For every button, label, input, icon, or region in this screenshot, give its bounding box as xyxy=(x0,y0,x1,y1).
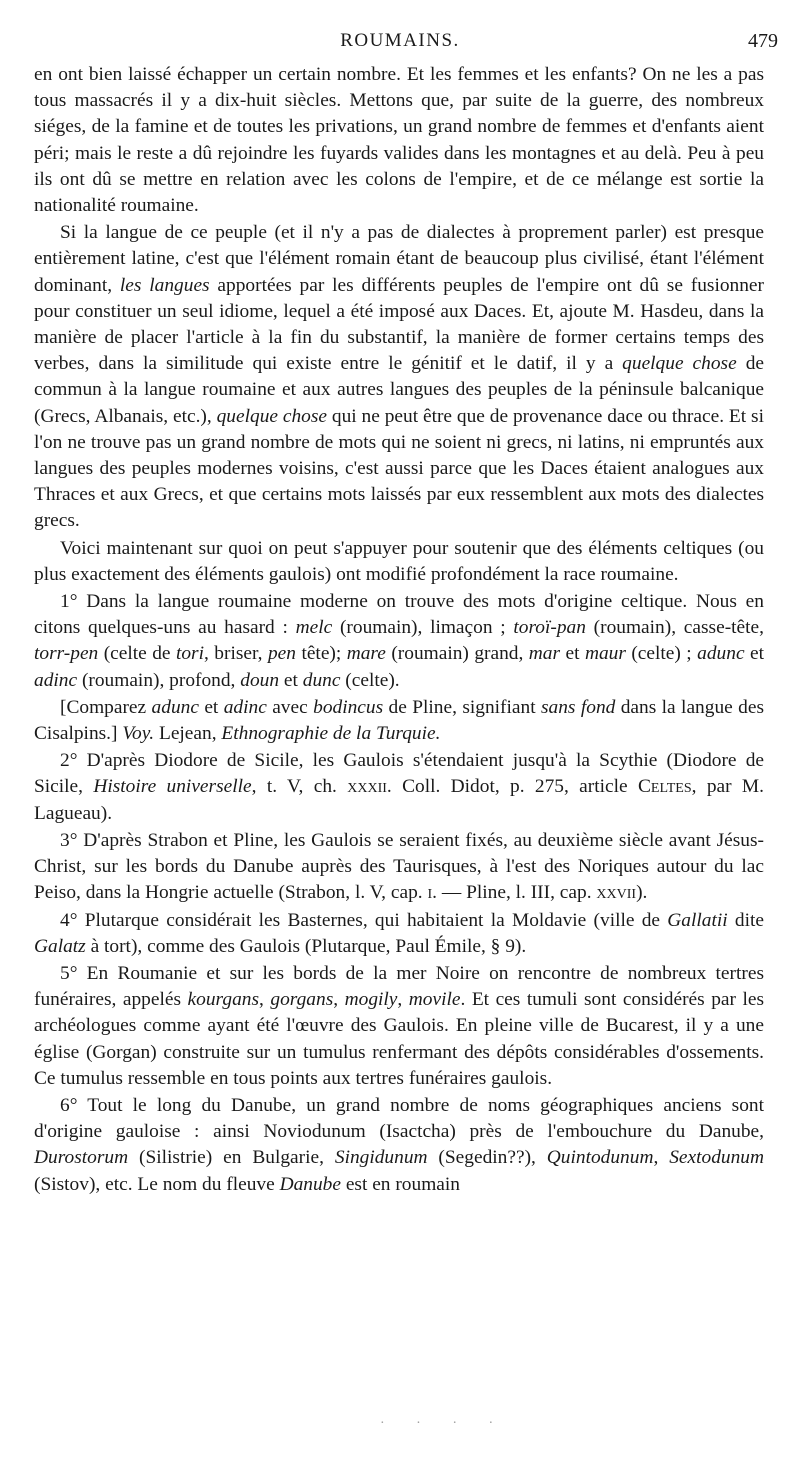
running-title: ROUMAINS. xyxy=(340,30,460,51)
paragraph-p5 xyxy=(34,695,764,747)
text-run: , xyxy=(397,989,409,1011)
text-run: (celte de xyxy=(98,643,176,665)
text-run: Lejean, xyxy=(154,723,222,745)
text-run: . — Pline, l. III, cap. xyxy=(432,882,597,904)
italic-run: adunc xyxy=(697,643,745,665)
text-run: tête); xyxy=(295,643,347,665)
text-run: (celte) ; xyxy=(625,643,698,665)
text-run: . Et ces tumuli sont considérés par les archéologues comme ayant été l'œuvre des Gaulois. En pleine ville de Bucarest, il y a une église (Gorgan) construite sur un tumulus renfermant des dépôts considérables d'ossements. Ce tumulus ressemble en tous points aux tertres funéraires gaulois. xyxy=(34,989,765,1089)
small-caps-run: xxvii xyxy=(596,882,637,904)
text-run: 1° Dans la langue roumaine moderne on trouve des mots d'origine celtique. Nous en citons quelques-uns au hasard : xyxy=(34,591,764,639)
text-run: , par M. Lagueau). xyxy=(34,776,765,824)
italic-run: quelque chose xyxy=(622,353,737,375)
italic-run: adinc xyxy=(34,669,78,691)
text-run: et xyxy=(279,669,303,691)
italic-run: melc xyxy=(295,617,333,639)
text-run: qui ne peut être que de provenance dace ou thrace. Et si l'on ne trouve pas un grand nombre de mots qui ne soient ni grecs, ni latins, ni empruntés aux langues des peuples modernes voisins, c'est aussi parce que les Daces étaient analogues aux Thraces et aux Grecs, et que certains mots laissés par eux ressemblent aux mots des dialectes grecs. xyxy=(34,405,764,532)
text-run: de Pline, signifiant xyxy=(383,696,541,718)
text-run: , xyxy=(653,1147,670,1169)
text-run: 2° D'après Diodore de Sicile, les Gaulois s'étendaient jusqu'à la Scythie (Diodore de Sicile, xyxy=(34,750,764,798)
text-run: (roumain) grand, xyxy=(385,643,529,665)
italic-run: Galatz xyxy=(34,935,86,957)
italic-run: Durostorum xyxy=(34,1147,129,1169)
printing-marks: · · · · xyxy=(380,1416,508,1431)
text-run: en ont bien laissé échapper un certain nombre. Et les femmes et les enfants? On ne les a pas tous massacrés il y a dix-huit siècles. Mettons que, par suite de la guerre, des nombreux siéges, de la famine et de toutes les privations, un grand nombre de femmes et d'enfants aient péri; mais le reste a dû rejoindre les fuyards valides dans les montagnes et au delà. Peu à peu ils ont dû se mettre en relation avec les colons de l'empire, et de ce mélange est sortie la nationalité roumaine. xyxy=(34,64,764,217)
italic-run: Voy. xyxy=(122,723,155,745)
italic-run: Danube xyxy=(279,1173,341,1195)
italic-run: Quintodunum xyxy=(546,1147,654,1169)
text-run: , xyxy=(259,989,271,1011)
italic-run: bodincus xyxy=(313,696,384,718)
text-run: à tort), comme des Gaulois (Plutarque, Paul Émile, § 9). xyxy=(85,935,527,957)
text-run: Voici maintenant sur quoi on peut s'appuyer pour soutenir que des éléments celtiques (ou plus exactement des éléments gaulois) ont modifié profondément la race roumaine. xyxy=(34,537,764,585)
page-number: 479 xyxy=(748,30,778,52)
italic-run: adunc xyxy=(151,696,199,718)
text-run: (Sistov), etc. Le nom du fleuve xyxy=(34,1173,280,1195)
paragraph-p4 xyxy=(34,589,764,694)
text-run: avec xyxy=(266,696,314,718)
text-run: (roumain), profond, xyxy=(77,669,241,691)
body-text xyxy=(34,62,764,1198)
paragraph-p2 xyxy=(34,220,764,534)
paragraph-p10 xyxy=(34,1093,764,1198)
text-run: , briser, xyxy=(204,643,268,665)
paragraph-p8 xyxy=(34,908,764,960)
italic-run: tori xyxy=(175,643,204,665)
italic-run: mogily xyxy=(344,989,398,1011)
text-run: . Coll. Didot, p. 275, article xyxy=(386,776,638,798)
italic-run: Histoire universelle xyxy=(93,776,252,798)
text-run: et xyxy=(560,643,585,665)
paragraph-p1 xyxy=(34,62,764,219)
running-header xyxy=(0,30,800,58)
small-caps-run: Celtes xyxy=(637,776,692,798)
small-caps-run: xxxii xyxy=(347,776,387,798)
text-run: Si la langue de ce peuple (et il n'y a pas de dialectes à proprement parler) est presque entièrement latine, c'est que l'élément romain étant de beaucoup plus civilisé, étant l'élément dominant, xyxy=(34,222,764,296)
italic-run: doun xyxy=(240,669,280,691)
text-run: 5° En Roumanie et sur les bords de la mer Noire on rencontre de nombreux tertres funéraires, appelés xyxy=(34,962,764,1011)
italic-run: quelque chose xyxy=(216,405,328,427)
text-run: apportées par les différents peuples de l'empire ont dû se fusionner pour constituer un seul idiome, lequel a été imposé aux Daces. Et, ajoute M. Hasdeu, dans la manière de placer l'article à la fin du substantif, la manière de former certains temps des verbes, dans la similitude qui existe entre le génitif et le datif, il y a xyxy=(34,274,764,375)
text-run: , xyxy=(333,989,345,1011)
italic-run: torr-pen xyxy=(34,643,99,665)
text-run: et xyxy=(198,696,224,718)
paragraph-p9 xyxy=(34,961,764,1092)
italic-run: Singidunum xyxy=(334,1147,428,1169)
text-run: (roumain), limaçon ; xyxy=(332,617,514,639)
text-run: et xyxy=(744,643,764,665)
text-run: 4° Plutarque considérait les Basternes, qui habitaient la Moldavie (ville de xyxy=(60,909,668,931)
text-run: dite xyxy=(727,909,764,931)
text-run: 6° Tout le long du Danube, un grand nombre de noms géographiques anciens sont d'origine gauloise : ainsi Noviodunum (Isactcha) près de l'embouchure du Danube, xyxy=(34,1094,764,1143)
italic-run: maur xyxy=(584,643,626,665)
text-run: de commun à la langue roumaine et aux autres langues des peuples de la péninsule balcanique (Grecs, Albanais, etc.), xyxy=(34,353,764,427)
italic-run: mare xyxy=(346,643,386,665)
italic-run: pen xyxy=(267,643,296,665)
italic-run: movile xyxy=(408,989,461,1011)
italic-run: les langues xyxy=(119,274,210,296)
italic-run: dunc xyxy=(302,669,341,691)
italic-run: gorgans xyxy=(270,989,334,1011)
italic-run: sans fond xyxy=(540,696,616,718)
text-run: 3° D'après Strabon et Pline, les Gaulois se seraient fixés, au deuxième siècle avant Jésus-Christ, sur les bords du Danube auprès des Taurisques, à l'est des Noriques autour du lac Peiso, dans la Hongrie actuelle (Strabon, l. V, cap. xyxy=(34,829,764,904)
text-run: (celte). xyxy=(340,669,400,691)
text-run: ). xyxy=(636,882,648,904)
paragraph-p6 xyxy=(34,748,764,827)
italic-run: Ethnographie de la Turquie. xyxy=(221,723,441,745)
italic-run: Gallatii xyxy=(667,909,728,931)
italic-run: Sextodunum xyxy=(669,1147,764,1169)
paragraph-p3 xyxy=(34,536,764,588)
text-run: (Segedin??), xyxy=(427,1147,547,1169)
text-run: [Comparez xyxy=(60,696,152,718)
italic-run: toroï-pan xyxy=(513,617,586,639)
text-run: est en roumain xyxy=(340,1173,460,1195)
italic-run: mar xyxy=(528,643,561,665)
italic-run: adinc xyxy=(223,696,267,718)
text-run: (Silistrie) en Bulgarie, xyxy=(128,1147,335,1169)
small-caps-run: i xyxy=(427,882,433,904)
text-run: dans la langue des Cisalpins.] xyxy=(34,696,764,745)
italic-run: kourgans xyxy=(187,989,260,1011)
text-run: , t. V, ch. xyxy=(251,776,348,798)
text-run: (roumain), casse-tête, xyxy=(585,617,764,639)
paragraph-p7 xyxy=(34,828,764,907)
